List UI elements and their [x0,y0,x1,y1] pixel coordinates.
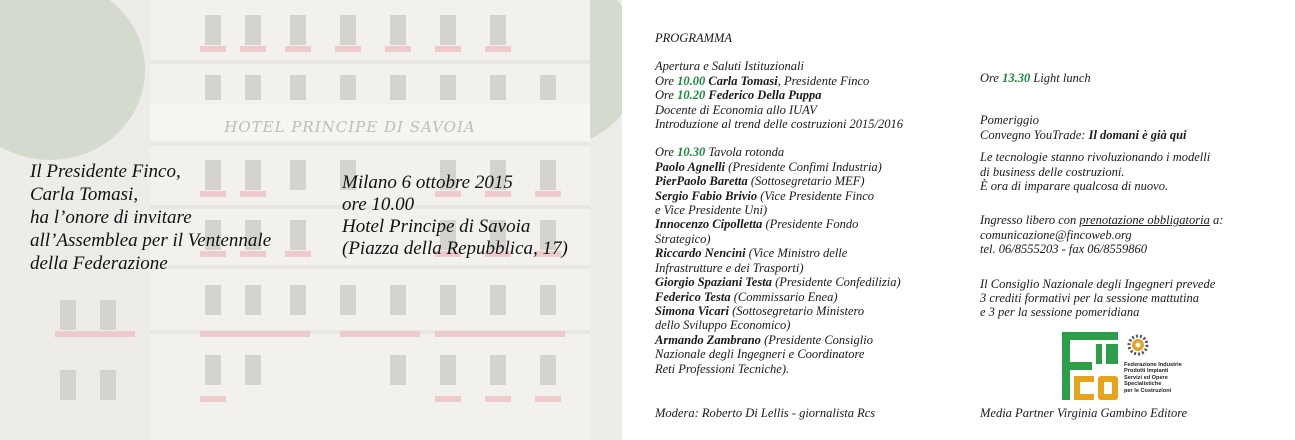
convegno-title: Convegno YouTrade: Il domani è già qui [980,127,1187,142]
entry-info: Ingresso libero con prenotazione obbligatoria a: [980,213,1224,228]
credits-line: 3 crediti formativi per la sessione mattutina [980,291,1199,306]
venue-block [342,172,568,260]
panelist-cont: Strategico) [655,231,711,246]
venue-name: Hotel Principe di Savoia [342,216,531,237]
afternoon-label: Pomeriggio [980,113,1040,128]
finco-logo-mark [1060,330,1120,402]
event-date: Milano 6 ottobre 2015 [342,172,513,193]
credits-line: Il Consiglio Nazionale degli Ingegneri prevede [980,276,1216,291]
event-time: ore 10.00 [342,194,415,215]
media-partner: Media Partner Virginia Gambino Editore [980,406,1188,420]
panelist-cont: Reti Professioni Tecniche). [655,361,790,376]
moderator-line: Modera: Roberto Di Lellis - giornalista Rcs [655,406,876,420]
desc-line: È ora di imparare qualcosa di nuovo. [980,179,1169,194]
panelist-cont: Infrastrutture e dei Trasporti) [655,260,804,275]
opening-title: Apertura e Saluti Istituzionali [655,59,804,74]
panelist: Innocenzo Cipolletta (Presidente Fondo [655,217,859,232]
reservation-link[interactable]: prenotazione obbligatoria [1079,213,1210,228]
desc-line: Le tecnologie stanno rivoluzionando i modelli [980,150,1211,165]
panelist-cont: e Vice Presidente Uni) [655,203,768,218]
time-label: 13.30 [1002,71,1031,85]
panelist: Giorgio Spaziani Testa (Presidente Confedilizia) [655,275,901,290]
desc-line: di business delle costruzioni. [980,164,1125,179]
email-link[interactable]: comunicazione@fincoweb.org [980,227,1132,242]
phone-fax: tel. 06/8555203 - fax 06/8559860 [980,242,1147,257]
time-label: 10.00 [677,73,706,88]
venue-address: (Piazza della Repubblica, 17) [342,238,568,259]
invitation-line: della Federazione [30,253,168,274]
program-item-1000: Ore 10.00 Carla Tomasi, Presidente Finco [655,73,870,88]
logo-caption: Federazione Industrie Prodotti Impianti Servizi ed Opere Specialistiche per le Costruzioni [1124,362,1182,394]
speaker-name: Carla Tomasi [708,73,778,88]
panelist: Federico Testa (Commissario Enea) [655,289,838,304]
program-column-right [980,71,1223,320]
program-heading: PROGRAMMA [655,31,733,45]
talk-title: Introduzione al trend delle costruzioni 2015/2016 [655,117,904,132]
invitation-text [30,160,271,275]
finco-logo [1060,330,1182,402]
panelist-cont: dello Sviluppo Economico) [655,318,791,333]
panelist: PierPaolo Baretta (Sottosegretario MEF) [655,174,865,189]
panelist: Armando Zambrano (Presidente Consiglio [655,332,873,347]
time-label: 10.30 [677,145,706,160]
time-label: 10.20 [677,88,706,103]
program-column-left [655,31,903,376]
invitation-line: all’Assemblea per il Ventennale [30,230,272,251]
program-item-1030: Ore 10.30 Tavola rotonda [655,145,785,160]
panelist: Sergio Fabio Brivio (Vice Presidente Finco [655,188,875,203]
program-item-1020: Ore 10.20 Federico Della Puppa [655,88,822,103]
speaker-name: Federico Della Puppa [708,88,822,103]
panelist: Paolo Agnelli (Presidente Confimi Industria) [655,159,882,174]
panelist-cont: Nazionale degli Ingegneri e Coordinatore [655,347,865,362]
gear-icon [1126,333,1150,357]
invitation-line: ha l’onore di invitare [30,207,192,228]
lunch-item: Ore 13.30 Light lunch [980,71,1091,85]
panelist: Riccardo Nencini (Vice Ministro delle [655,246,848,261]
speaker-role: Docente di Economia allo IUAV [655,102,817,117]
invitation-line: Il Presidente Finco, [30,161,181,182]
panelist: Simona Vicari (Sottosegretario Ministero [655,303,865,318]
invitation-line: Carla Tomasi, [30,184,139,205]
credits-line: e 3 per la sessione pomeridiana [980,305,1140,320]
